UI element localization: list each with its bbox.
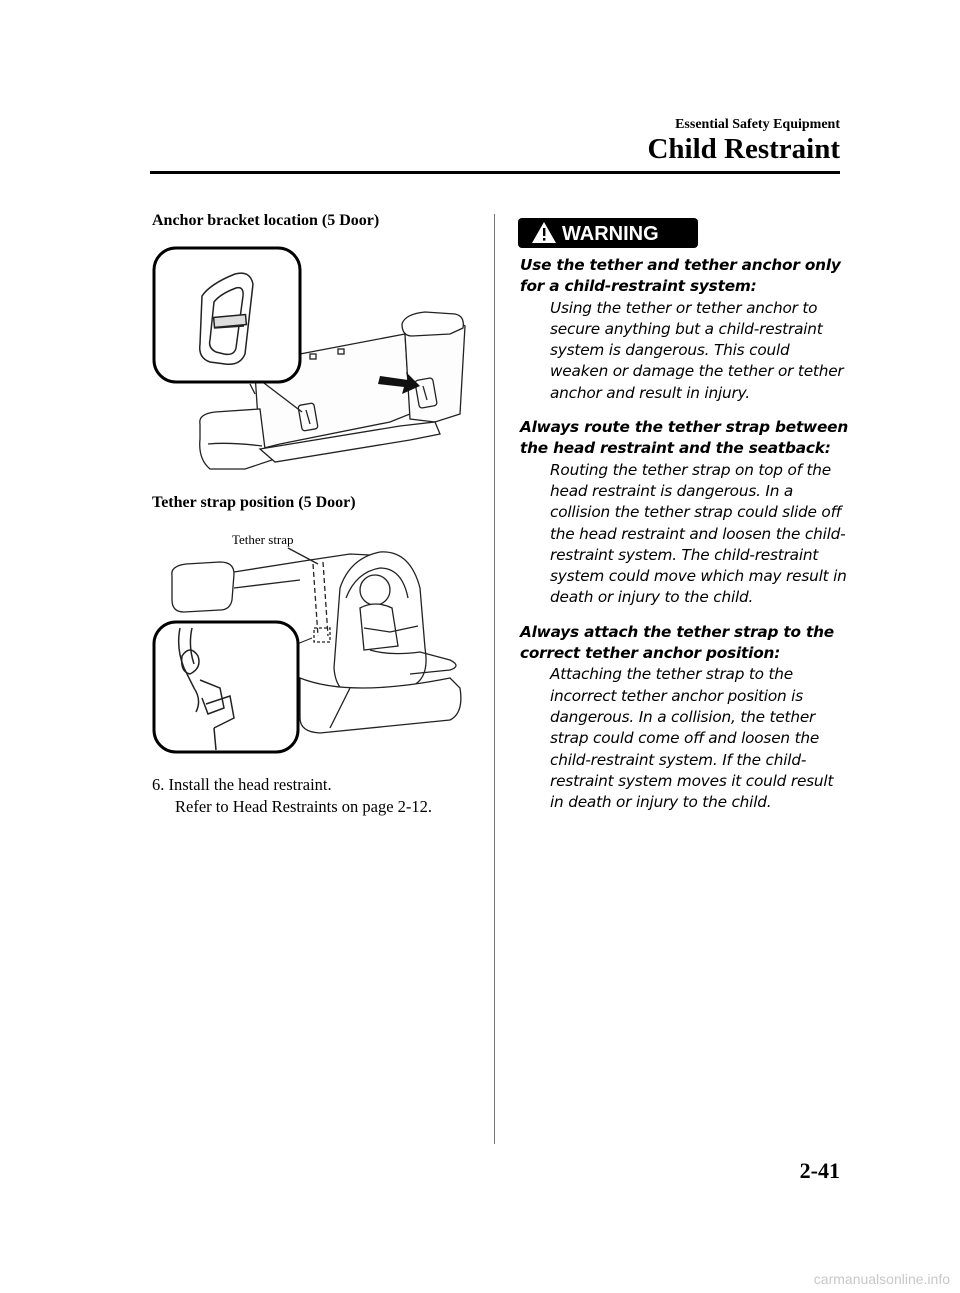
warning-text: Using the tether or tether anchor to secure anything but a child-restraint system is dangerous. This could weaken or damage the tether or tether anchor and result in injury. xyxy=(550,298,844,402)
watermark: carmanualsonline.info xyxy=(813,1271,950,1287)
warning-text: Routing the tether strap on top of the head restraint is dangerous. In a collision the tether strap could slide off the head restraint and loosen the child-restraint system. The child-restraint system could move which may result in death or injury to the child. xyxy=(550,460,847,607)
tether-strap-label: Tether strap xyxy=(232,532,294,547)
step-6-reference: Refer to Head Restraints on page 2-12. xyxy=(175,797,433,816)
header-rule xyxy=(150,171,840,174)
warning-label: WARNING xyxy=(562,223,659,245)
step-6 xyxy=(152,774,432,818)
page-number: 2-41 xyxy=(799,1158,840,1183)
warning-heading: Always route the tether strap between the head restraint and the seatback: xyxy=(520,418,849,458)
warning-body xyxy=(520,255,850,826)
section-header: Essential Safety Equipment xyxy=(675,117,840,132)
warning-text: Attaching the tether strap to the incorrect tether anchor position is dangerous. In a collision, the tether strap could come off and loosen the child-restraint system. If the child-restraint system moves it could result in death or injury to the child. xyxy=(550,665,834,812)
anchor-bracket-illustration xyxy=(150,244,470,476)
step-6-instruction: 6. Install the head restraint. xyxy=(152,775,332,794)
column-divider xyxy=(494,214,495,1144)
warning-item xyxy=(520,255,850,404)
warning-item xyxy=(520,417,850,609)
tether-strap-illustration xyxy=(150,528,470,758)
warning-heading: Always attach the tether strap to the correct tether anchor position: xyxy=(520,622,834,663)
warning-heading: Use the tether and tether anchor only for a child-restraint system: xyxy=(520,256,841,296)
figure2-caption: Tether strap position (5 Door) xyxy=(152,494,356,511)
page-title: Child Restraint xyxy=(647,133,840,165)
warning-badge xyxy=(518,218,698,248)
figure1-caption: Anchor bracket location (5 Door) xyxy=(152,212,380,229)
warning-item xyxy=(520,622,850,814)
